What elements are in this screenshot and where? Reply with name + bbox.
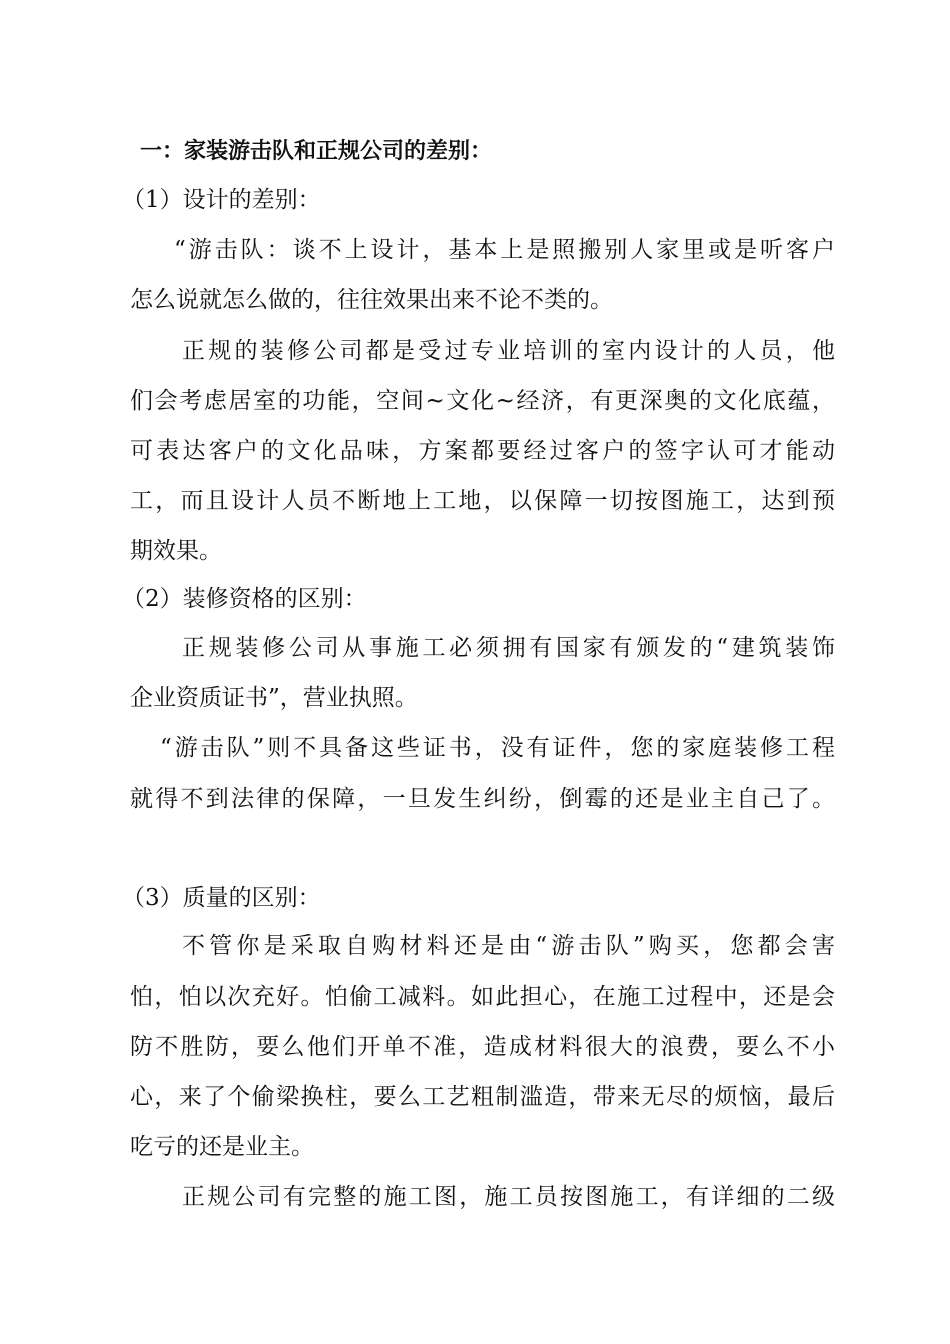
section-1-paragraph-2-line-1: 正规的装修公司都是受过专业培训的室内设计的人员，他 — [182, 338, 835, 364]
section-2-title: （2）装修资格的区别： — [122, 586, 367, 612]
section-1-paragraph-2-line-2: 们会考虑居室的功能，空间~文化~经济，有更深奥的文化底蕴， — [130, 388, 835, 414]
section-3-paragraph-1-line-3: 防不胜防，要么他们开单不准，造成材料很大的浪费，要么不小 — [130, 1034, 835, 1060]
section-2-paragraph-1-line-2: 企业资质证书”，营业执照。 — [130, 685, 418, 711]
section-3-paragraph-1-line-1: 不管你是采取自购材料还是由“游击队”购买，您都会害 — [182, 933, 835, 959]
section-3-paragraph-1-line-2: 怕，怕以次充好。怕偷工减料。如此担心，在施工过程中，还是会 — [130, 984, 835, 1010]
section-2-paragraph-2-line-1: “游击队”则不具备这些证书，没有证件，您的家庭装修工程 — [160, 735, 835, 761]
document-heading: 一：家装游击队和正规公司的差别： — [140, 138, 493, 164]
section-1-paragraph-2-line-3: 可表达客户的文化品味，方案都要经过客户的签字认可才能动 — [130, 438, 835, 464]
section-1-paragraph-2-line-4: 工，而且设计人员不断地上工地，以保障一切按图施工，达到预 — [130, 488, 835, 514]
section-1-title: （1）设计的差别： — [122, 187, 321, 213]
section-3-title: （3）质量的区别： — [122, 885, 321, 911]
section-1-paragraph-1-line-2: 怎么说就怎么做的，往往效果出来不论不类的。 — [130, 287, 613, 313]
section-3-paragraph-2-line-1: 正规公司有完整的施工图，施工员按图施工，有详细的二级 — [182, 1184, 835, 1210]
section-3-paragraph-1-line-5: 吃亏的还是业主。 — [130, 1134, 314, 1160]
section-2-paragraph-2-line-2: 就得不到法律的保障，一旦发生纠纷，倒霉的还是业主自己了。 — [130, 786, 835, 812]
section-1-paragraph-1-line-1: “游击队：谈不上设计，基本上是照搬别人家里或是听客户 — [174, 237, 835, 263]
section-3-paragraph-1-line-4: 心，来了个偷梁换柱，要么工艺粗制滥造，带来无尽的烦恼，最后 — [130, 1084, 835, 1110]
section-2-paragraph-1-line-1: 正规装修公司从事施工必须拥有国家有颁发的“建筑装饰 — [182, 635, 835, 661]
section-1-paragraph-2-line-5: 期效果。 — [130, 538, 222, 564]
